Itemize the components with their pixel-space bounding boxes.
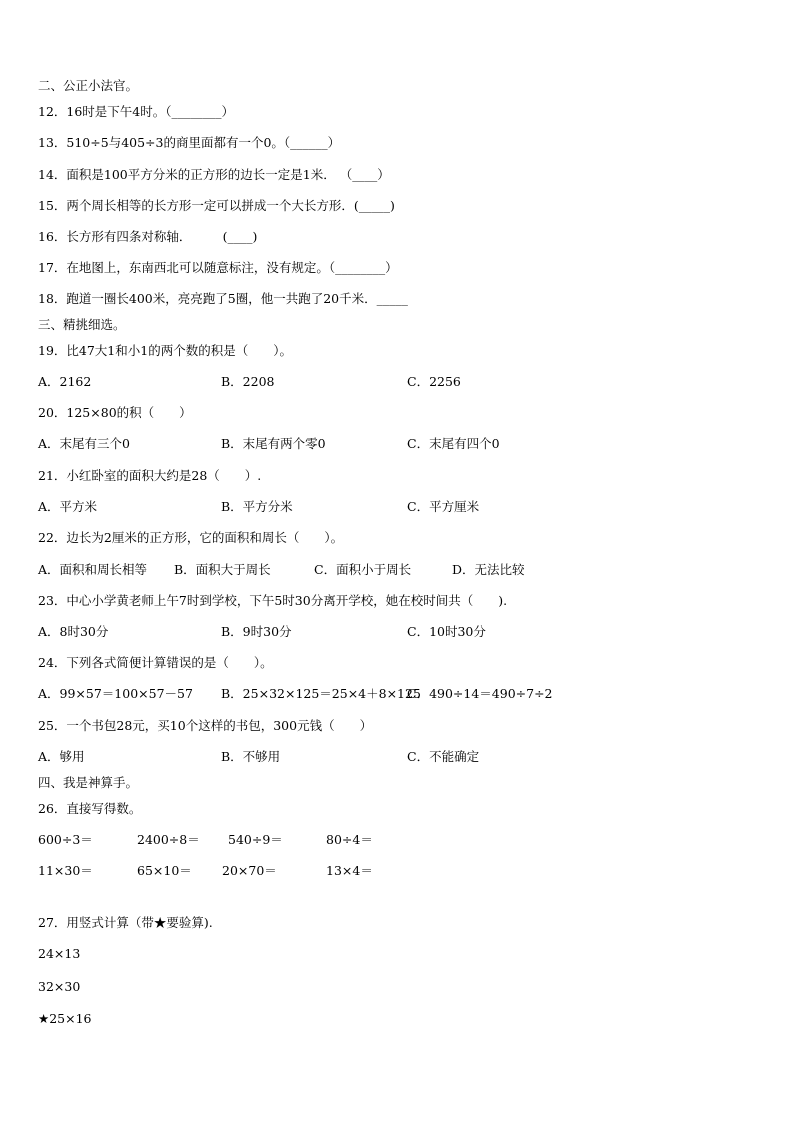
question-21-stem: 21．小红卧室的面积大约是28（ ）. xyxy=(38,468,262,483)
section-3-title: 三、精挑细选。 xyxy=(38,317,126,332)
question-26-stem: 26．直接写得数。 xyxy=(38,801,142,816)
calc-item: 80÷4＝ xyxy=(326,832,373,847)
calc-item: 13×4＝ xyxy=(326,863,373,878)
question-22-option-c: C．面积小于周长 xyxy=(314,562,412,577)
calc-item: 20×70＝ xyxy=(222,863,277,878)
question-19-option-b: B．2208 xyxy=(221,374,275,389)
question-20-stem: 20．125×80的积（ ） xyxy=(38,405,192,420)
question-14: 14．面积是100平方分米的正方形的边长一定是1米． （____） xyxy=(38,167,390,182)
question-22-stem: 22．边长为2厘米的正方形，它的面积和周长（ ）。 xyxy=(38,530,344,545)
question-24-option-b: B．25×32×125＝25×4＋8×125 xyxy=(221,686,421,701)
calc-item: 65×10＝ xyxy=(137,863,192,878)
question-25-option-c: C．不能确定 xyxy=(407,749,480,764)
calc-item: 600÷3＝ xyxy=(38,832,93,847)
question-21-option-c: C．平方厘米 xyxy=(407,499,480,514)
question-24-option-c: C．490÷14＝490÷7÷2 xyxy=(407,686,553,701)
question-16: 16．长方形有四条对称轴． (____) xyxy=(38,229,258,244)
question-21-option-a: A．平方米 xyxy=(38,499,98,514)
question-19-option-a: A．2162 xyxy=(38,374,92,389)
question-22-option-d: D．无法比较 xyxy=(452,562,525,577)
question-13: 13．510÷5与405÷3的商里面都有一个0。（______） xyxy=(38,135,341,150)
question-17: 17．在地图上，东南西北可以随意标注，没有规定。（________） xyxy=(38,260,398,275)
question-20-option-a: A．末尾有三个0 xyxy=(38,436,130,451)
question-24-option-a: A．99×57＝100×57－57 xyxy=(38,686,193,701)
vertical-calc-item: ★25×16 xyxy=(38,1011,92,1026)
question-12: 12．16时是下午4时。（________） xyxy=(38,104,235,119)
question-25-stem: 25．一个书包28元，买10个这样的书包，300元钱（ ） xyxy=(38,718,373,733)
question-15: 15．两个周长相等的长方形一定可以拼成一个大长方形．(_____) xyxy=(38,198,395,213)
calc-item: 2400÷8＝ xyxy=(137,832,200,847)
question-23-option-b: B．9时30分 xyxy=(221,624,292,639)
vertical-calc-item: 24×13 xyxy=(38,946,81,961)
question-19-stem: 19．比47大1和小1的两个数的积是（ ）。 xyxy=(38,343,292,358)
vertical-calc-item: 32×30 xyxy=(38,979,81,994)
calc-item: 11×30＝ xyxy=(38,863,93,878)
question-24-stem: 24．下列各式简便计算错误的是（ ）。 xyxy=(38,655,273,670)
question-25-option-b: B．不够用 xyxy=(221,749,281,764)
question-23-option-a: A．8时30分 xyxy=(38,624,109,639)
question-20-option-b: B．末尾有两个零0 xyxy=(221,436,326,451)
question-22-option-b: B．面积大于周长 xyxy=(174,562,271,577)
section-4-title: 四、我是神算手。 xyxy=(38,775,139,790)
question-23-stem: 23．中心小学黄老师上午7时到学校，下午5时30分离开学校，她在校时间共（ ). xyxy=(38,593,508,608)
question-25-option-a: A．够用 xyxy=(38,749,85,764)
question-23-option-c: C．10时30分 xyxy=(407,624,486,639)
question-21-option-b: B．平方分米 xyxy=(221,499,293,514)
question-27-stem: 27．用竖式计算（带★要验算). xyxy=(38,915,213,930)
question-18: 18．跑道一圈长400米，亮亮跑了5圈，他一共跑了20千米．_____ xyxy=(38,291,408,306)
calc-item: 540÷9＝ xyxy=(228,832,283,847)
question-22-option-a: A．面积和周长相等 xyxy=(38,562,148,577)
question-20-option-c: C．末尾有四个0 xyxy=(407,436,500,451)
section-2-title: 二、公正小法官。 xyxy=(38,78,139,93)
question-19-option-c: C．2256 xyxy=(407,374,461,389)
